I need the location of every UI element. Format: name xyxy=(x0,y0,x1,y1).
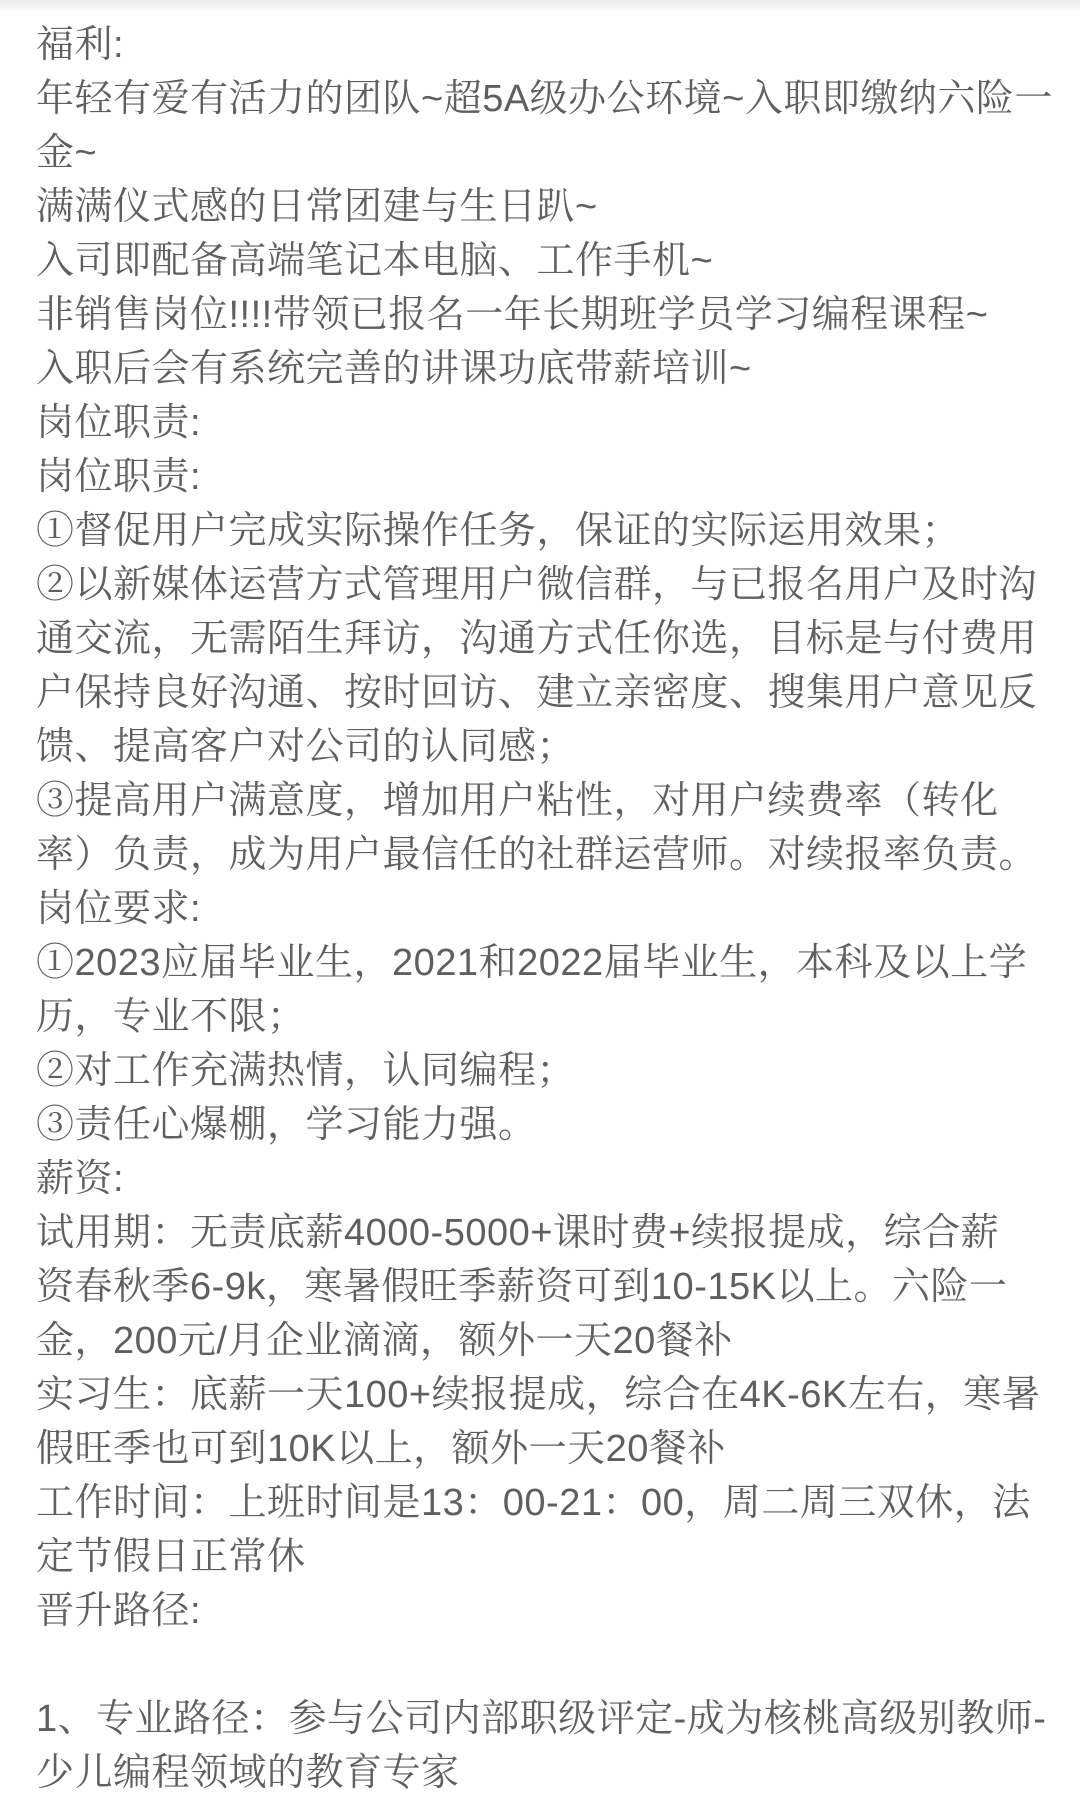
text-line: 定节假日正常休 xyxy=(36,1536,306,1578)
job-description-text xyxy=(0,18,1080,1800)
text-line: 工作时间：上班时间是13：00-21：00，周二周三双休，法 xyxy=(36,1482,1031,1524)
text-line: 岗位要求: xyxy=(36,888,202,930)
text-line: ①2023应届毕业生，2021和2022届毕业生，本科及以上学 xyxy=(36,942,1028,984)
text-line: ③责任心爆棚，学习能力强。 xyxy=(36,1104,537,1146)
text-line: 年轻有爱有活力的团队~超5A级办公环境~入职即缴纳六险一 xyxy=(36,78,1053,120)
text-line: ②以新媒体运营方式管理用户微信群，与已报名用户及时沟 xyxy=(36,564,1038,606)
text-line: 满满仪式感的日常团建与生日趴~ xyxy=(36,186,598,228)
text-line: 岗位职责: xyxy=(36,456,202,498)
text-line: 历，专业不限； xyxy=(36,996,306,1038)
text-line: 资春秋季6-9k，寒暑假旺季薪资可到10-15K以上。六险一 xyxy=(36,1266,1008,1308)
top-scroll-fade xyxy=(0,0,1080,13)
text-line: 薪资: xyxy=(36,1158,125,1200)
text-line: 馈、提高客户对公司的认同感； xyxy=(36,726,576,768)
text-line xyxy=(0,1638,1080,1692)
text-line: 户保持良好沟通、按时回访、建立亲密度、搜集用户意见反 xyxy=(36,672,1038,714)
text-line: 通交流，无需陌生拜访，沟通方式任你选，目标是与付费用 xyxy=(36,618,1038,660)
text-line: 1、专业路径：参与公司内部职级评定-成为核桃高级别教师- xyxy=(36,1698,1047,1740)
text-line: 少儿编程领域的教育专家 xyxy=(36,1752,460,1794)
text-line: 福利: xyxy=(36,24,125,66)
text-line: 入司即配备高端笔记本电脑、工作手机~ xyxy=(36,240,714,282)
text-line: ③提高用户满意度，增加用户粘性，对用户续费率（转化 xyxy=(36,780,999,822)
text-line: 实习生：底薪一天100+续报提成，综合在4K-6K左右，寒暑 xyxy=(36,1374,1041,1416)
text-line: 入职后会有系统完善的讲课功底带薪培训~ xyxy=(36,348,752,390)
text-line: 率）负责，成为用户最信任的社群运营师。对续报率负责。 xyxy=(36,834,1038,876)
text-line: 金，200元/月企业滴滴，额外一天20餐补 xyxy=(36,1320,733,1362)
text-line: 岗位职责: xyxy=(36,402,202,444)
text-line: 假旺季也可到10K以上，额外一天20餐补 xyxy=(36,1428,726,1470)
text-line: 非销售岗位!!!!带领已报名一年长期班学员学习编程课程~ xyxy=(36,294,989,336)
text-line: 试用期：无责底薪4000-5000+课时费+续报提成，综合薪 xyxy=(36,1212,1000,1254)
text-line: 晋升路径: xyxy=(36,1590,202,1632)
text-line: ②对工作充满热情，认同编程； xyxy=(36,1050,576,1092)
text-line: 金~ xyxy=(36,132,98,174)
text-line: ①督促用户完成实际操作任务，保证的实际运用效果； xyxy=(36,510,961,552)
